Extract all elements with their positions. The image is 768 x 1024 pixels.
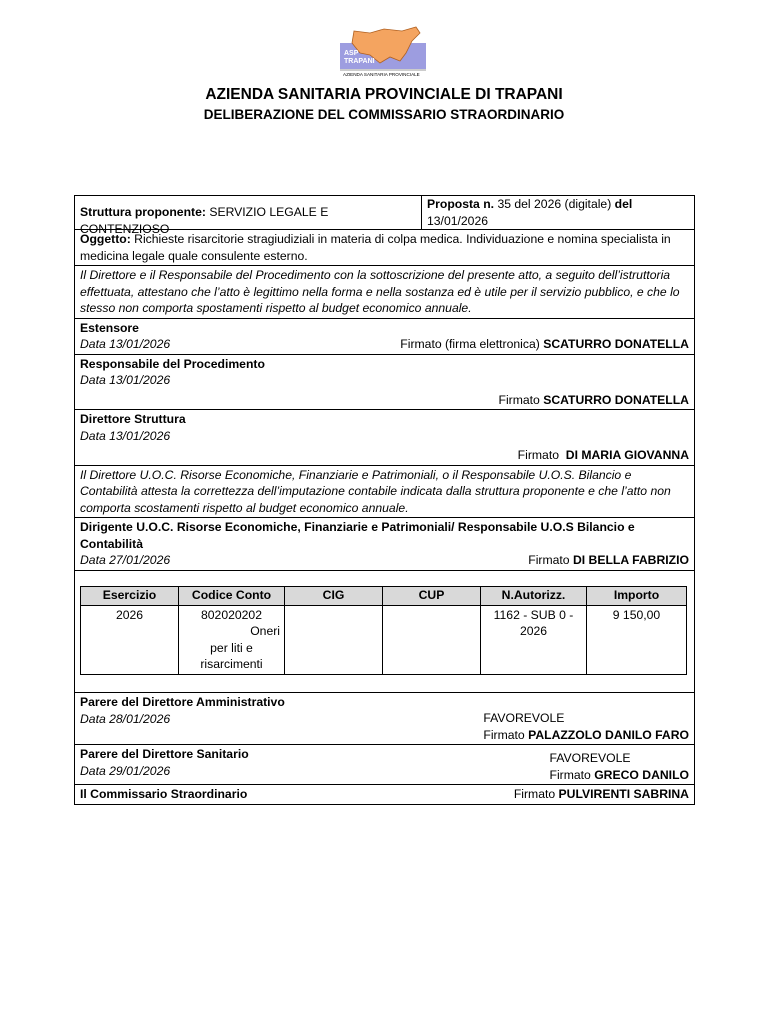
parere-san-name: GRECO DANILO xyxy=(594,767,689,782)
autorizz-line-1: 1162 - SUB 0 - xyxy=(493,607,574,622)
dirigente-firmato: Firmato xyxy=(528,553,570,567)
estensore-row xyxy=(75,318,694,354)
direttore-date: Data 13/01/2026 xyxy=(80,428,171,443)
cell-codice-conto xyxy=(179,605,285,674)
cell-autorizz xyxy=(481,605,587,674)
commissario-name: PULVIRENTI SABRINA xyxy=(558,787,689,801)
codice-desc-2: per liti e xyxy=(210,640,253,655)
autorizz-line-2: 2026 xyxy=(519,624,548,638)
cell-cig xyxy=(285,605,383,674)
dirigente-name: DI BELLA FABRIZIO xyxy=(572,553,689,567)
estensore-label: Estensore xyxy=(80,320,139,335)
oggetto-value: Richieste risarcitorie stragiudiziali in materia di colpa medica. Individuazione e nomina specialista in medicina legale quale consulente esterno. xyxy=(80,232,671,263)
proposta-label: Proposta n. xyxy=(427,197,495,211)
commissario-row xyxy=(75,784,694,804)
th-esercizio: Esercizio xyxy=(81,586,179,605)
dirigente-date: Data 27/01/2026 xyxy=(80,553,171,567)
oggetto-row xyxy=(75,229,694,265)
direttore-label: Direttore Struttura xyxy=(80,412,186,426)
codice-desc-3: risarcimenti xyxy=(200,657,263,671)
struttura-cell xyxy=(75,196,422,236)
parere-san-label: Parere del Direttore Sanitario xyxy=(80,747,249,761)
proposta-value: 35 del 2026 (digitale) xyxy=(497,197,612,211)
estensore-name: SCATURRO DONATELLA xyxy=(543,337,689,351)
parere-sanitario-row xyxy=(75,744,694,784)
parere-amm-label: Parere del Direttore Amministrativo xyxy=(80,694,285,709)
proposta-date: 13/01/2026 xyxy=(427,213,488,228)
responsabile-firmato: Firmato xyxy=(498,392,540,407)
struttura-value: SERVIZIO LEGALE E CONTENZIOSO xyxy=(80,205,329,236)
parere-san-firmato: Firmato xyxy=(549,767,591,782)
responsabile-label: Responsabile del Procedimento xyxy=(80,356,265,371)
th-codice-conto: Codice Conto xyxy=(179,586,285,605)
th-cup: CUP xyxy=(383,586,481,605)
commissario-label: Il Commissario Straordinario xyxy=(80,787,248,801)
parere-san-date: Data 29/01/2026 xyxy=(80,763,171,778)
estensore-firmato: Firmato (firma elettronica) xyxy=(400,337,540,351)
proposta-del-label: del xyxy=(614,197,633,211)
table-row xyxy=(81,605,687,674)
parere-amm-date: Data 28/01/2026 xyxy=(80,711,171,726)
responsabile-name: SCATURRO DONATELLA xyxy=(543,392,689,407)
cell-importo: 9 150,00 xyxy=(587,605,687,674)
direttore-name: DI MARIA GIOVANNA xyxy=(565,448,689,462)
dirigente-label: Dirigente U.O.C. Risorse Economiche, Finanziarie e Patrimoniali/ Responsabile U.O.S Bilancio e Contabilità xyxy=(80,520,635,551)
parere-amministrativo-row xyxy=(75,692,694,745)
asp-trapani-logo xyxy=(340,25,426,78)
parere-amm-name: PALAZZOLO DANILO FARO xyxy=(528,727,689,742)
responsabile-row xyxy=(75,354,694,410)
dirigente-row xyxy=(75,517,694,570)
contabile-table xyxy=(80,586,687,675)
th-cig: CIG xyxy=(285,586,383,605)
struttura-proposta-row xyxy=(75,196,694,236)
commissario-firmato: Firmato xyxy=(513,787,556,801)
th-importo: Importo xyxy=(587,586,687,605)
codice-number: 802020202 xyxy=(200,607,262,622)
direttore-row xyxy=(75,409,694,465)
proposta-cell xyxy=(422,196,694,229)
direttore-firmato: Firmato xyxy=(517,448,559,462)
page-subtitle: DELIBERAZIONE DEL COMMISSARIO STRAORDINARIO xyxy=(203,107,565,122)
parere-amm-firmato: Firmato xyxy=(483,727,525,742)
svg-text:ASP: ASP xyxy=(344,50,359,57)
svg-text:TRAPANI: TRAPANI xyxy=(344,58,375,65)
svg-text:AZIENDA SANITARIA PROVINCIALE: AZIENDA SANITARIA PROVINCIALE xyxy=(343,72,420,77)
estensore-date: Data 13/01/2026 xyxy=(80,337,171,351)
responsabile-date: Data 13/01/2026 xyxy=(80,373,171,387)
parere-san-esito: FAVOREVOLE xyxy=(549,751,631,765)
deliberation-form xyxy=(74,195,695,805)
th-autorizz: N.Autorizz. xyxy=(481,586,587,605)
attestazione-bilancio: Il Direttore U.O.C. Risorse Economiche, Finanziarie e Patrimoniali, o il Responsabile U.O.S. Bilancio e Contabilità attesta la correttezza dell’imputazione contabile indicata dalla struttura proponente e che l’atto non comporta scostamenti rispetto al budget economico annuale. xyxy=(75,465,694,518)
contabile-table-row xyxy=(75,570,694,692)
codice-desc-1: Oneri xyxy=(250,624,280,638)
parere-amm-esito: FAVOREVOLE xyxy=(483,711,565,725)
struttura-label: Struttura proponente: xyxy=(80,205,206,219)
cell-esercizio: 2026 xyxy=(81,605,179,674)
oggetto-label: Oggetto: xyxy=(80,232,131,246)
attestazione-direttore: Il Direttore e il Responsabile del Procedimento con la sottoscrizione del presente atto, a seguito dell’istruttoria effettuata, attestano che l’atto è legittimo nella forma e nella sostanza ed è utile per il servizio pubblico, e che lo stesso non comporta spostamenti rispetto al budget economico annuale. xyxy=(75,265,694,318)
cell-cup xyxy=(383,605,481,674)
page-title: AZIENDA SANITARIA PROVINCIALE DI TRAPANI xyxy=(205,86,563,103)
